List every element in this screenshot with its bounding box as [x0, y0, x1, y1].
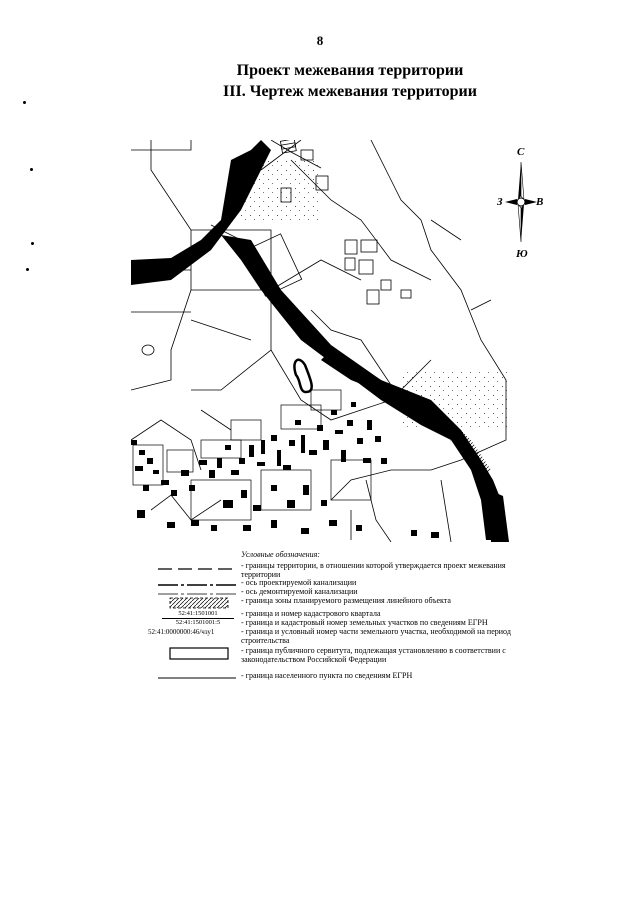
part-parcel-symbol: 52:41:0000000:46/чзу1	[148, 628, 215, 636]
settlement-boundary-symbol	[148, 672, 236, 684]
legend-item-label: - граница зоны планируемого размещения линейного объекта	[241, 596, 451, 605]
legend-item-label: - ось проектируемой канализации	[241, 578, 357, 587]
page-number: 8	[316, 33, 324, 48]
section-title: III. Чертеж межевания территории	[223, 83, 477, 100]
legend-item-label: - границы территории, в отношении которой утверждается проект межевания территории	[241, 561, 506, 579]
margin-dot	[31, 242, 34, 245]
compass-east: В	[536, 196, 544, 208]
oval-feature	[142, 345, 154, 355]
document-title: Проект межевания территории	[236, 62, 464, 79]
legend-item-label: - ось демонтируемой канализации	[241, 587, 358, 596]
margin-dot	[26, 268, 29, 271]
territory-boundary-symbol	[148, 563, 236, 575]
legend-item-label: - граница и условный номер части земельного участка, необходимой на период строительства	[241, 627, 511, 645]
compass-north: С	[517, 146, 525, 158]
margin-dot	[30, 168, 33, 171]
margin-dot	[23, 101, 26, 104]
legend-title: Условные обозначения:	[241, 550, 320, 559]
legend-item-label: - граница публичного сервитута, подлежащая установлению в соответствии с законодательством Российской Федерации	[241, 646, 506, 664]
linear-object-zone-symbol	[148, 597, 236, 609]
parcel-symbol: 52:41:1501001:5	[175, 619, 221, 626]
compass-rose	[497, 142, 547, 262]
legend-item-label: - граница населенного пункта по сведениям ЕГРН	[241, 671, 413, 680]
cadastral-map	[131, 140, 511, 542]
legend-item-label: - граница и кадастровый номер земельных участков по сведениям ЕГРН	[241, 618, 488, 627]
compass-west: З	[497, 196, 503, 208]
public-servitude-symbol	[148, 647, 236, 661]
cadastral-quarter-symbol: 52:41:1501001	[162, 610, 234, 619]
legend-item-label: - граница и номер кадастрового квартала	[241, 609, 381, 618]
compass-south: Ю	[516, 248, 528, 260]
